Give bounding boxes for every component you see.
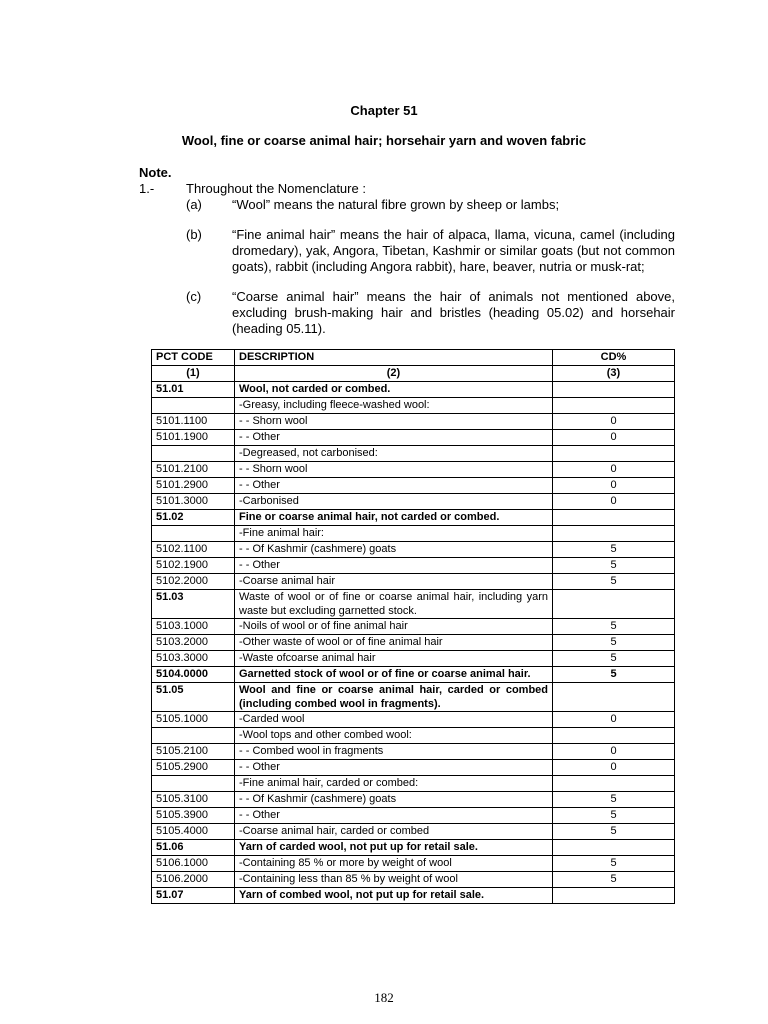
- description-cell: -Carbonised: [235, 494, 553, 510]
- table-row: [152, 728, 675, 744]
- description-cell: - - Shorn wool: [235, 462, 553, 478]
- pct-code-cell: 51.07: [152, 888, 235, 904]
- table-row: [152, 382, 675, 398]
- cd-cell: 5: [553, 808, 675, 824]
- table-row: [152, 414, 675, 430]
- clause-text-a: “Wool” means the natural fibre grown by sheep or lambs;: [232, 197, 560, 212]
- cd-cell: 5: [553, 542, 675, 558]
- cd-cell: [553, 526, 675, 542]
- cd-cell: 5: [553, 792, 675, 808]
- clause-text-c: “Coarse animal hair” means the hair of animals not mentioned above, excluding brush-making hair and bristles (heading 05.02) and horsehair (heading 05.11).: [232, 289, 675, 336]
- chapter-title: Chapter 51: [350, 103, 418, 118]
- clause-label-c: (c): [186, 289, 202, 304]
- cd-cell: 0: [553, 760, 675, 776]
- cd-cell: 5: [553, 619, 675, 635]
- cd-cell: [553, 728, 675, 744]
- table-row: [152, 526, 675, 542]
- pct-code-cell: 51.03: [152, 590, 235, 619]
- pct-code-cell: 5105.2100: [152, 744, 235, 760]
- table-row: [152, 744, 675, 760]
- pct-code-cell: 5101.1100: [152, 414, 235, 430]
- pct-code-cell: [152, 728, 235, 744]
- pct-code-cell: 5106.2000: [152, 872, 235, 888]
- pct-code-cell: 5105.4000: [152, 824, 235, 840]
- description-cell: -Carded wool: [235, 712, 553, 728]
- table-row: [152, 651, 675, 667]
- table-row: [152, 462, 675, 478]
- cd-cell: 5: [553, 651, 675, 667]
- chapter-subtitle: Wool, fine or coarse animal hair; horsehair yarn and woven fabric: [181, 133, 587, 148]
- description-cell: -Waste ofcoarse animal hair: [235, 651, 553, 667]
- description-cell: - - Other: [235, 478, 553, 494]
- cd-cell: 0: [553, 430, 675, 446]
- description-cell: - - Combed wool in fragments: [235, 744, 553, 760]
- pct-code-cell: [152, 526, 235, 542]
- table-row: [152, 574, 675, 590]
- cd-cell: 5: [553, 824, 675, 840]
- header-description: DESCRIPTION: [235, 350, 553, 366]
- table-row: [152, 792, 675, 808]
- description-cell: -Coarse animal hair: [235, 574, 553, 590]
- table-row: [152, 872, 675, 888]
- table-row: [152, 558, 675, 574]
- table-row: [152, 478, 675, 494]
- pct-code-cell: 5101.2900: [152, 478, 235, 494]
- pct-code-cell: 51.05: [152, 683, 235, 712]
- cd-cell: [553, 840, 675, 856]
- description-cell: - - Of Kashmir (cashmere) goats: [235, 542, 553, 558]
- description-cell: -Fine animal hair, carded or combed:: [235, 776, 553, 792]
- table-row: [152, 808, 675, 824]
- pct-code-cell: 5105.1000: [152, 712, 235, 728]
- pct-code-cell: [152, 446, 235, 462]
- description-cell: - - Other: [235, 558, 553, 574]
- table-row: [152, 667, 675, 683]
- table-subheader-row: [152, 366, 675, 382]
- pct-code-cell: 5102.1100: [152, 542, 235, 558]
- table-row: [152, 590, 675, 619]
- description-cell: Yarn of carded wool, not put up for retail sale.: [235, 840, 553, 856]
- cd-cell: 0: [553, 478, 675, 494]
- cd-cell: [553, 382, 675, 398]
- table-row: [152, 398, 675, 414]
- pct-code-cell: 5101.3000: [152, 494, 235, 510]
- cd-cell: 5: [553, 558, 675, 574]
- description-cell: -Greasy, including fleece-washed wool:: [235, 398, 553, 414]
- description-cell: -Degreased, not carbonised:: [235, 446, 553, 462]
- pct-code-cell: 5104.0000: [152, 667, 235, 683]
- pct-code-cell: 5103.1000: [152, 619, 235, 635]
- table-row: [152, 619, 675, 635]
- pct-code-cell: 51.06: [152, 840, 235, 856]
- description-cell: - - Other: [235, 808, 553, 824]
- table-header-row: [152, 350, 675, 366]
- table-row: [152, 776, 675, 792]
- description-cell: Garnetted stock of wool or of fine or coarse animal hair.: [235, 667, 553, 683]
- cd-cell: [553, 510, 675, 526]
- table-row: [152, 840, 675, 856]
- cd-cell: 0: [553, 712, 675, 728]
- description-cell: - - Shorn wool: [235, 414, 553, 430]
- cd-cell: 5: [553, 667, 675, 683]
- note-number: 1.-: [139, 181, 155, 196]
- cd-cell: [553, 776, 675, 792]
- cd-cell: 0: [553, 462, 675, 478]
- table-row: [152, 683, 675, 712]
- cd-cell: [553, 446, 675, 462]
- cd-cell: 5: [553, 635, 675, 651]
- pct-code-cell: 5106.1000: [152, 856, 235, 872]
- pct-code-cell: 5103.3000: [152, 651, 235, 667]
- description-cell: Waste of wool or of fine or coarse animal hair, including yarn waste but excluding garnetted stock.: [235, 590, 553, 619]
- subheader-2: (2): [235, 366, 553, 382]
- pct-code-cell: 5105.2900: [152, 760, 235, 776]
- table-row: [152, 542, 675, 558]
- pct-code-cell: 5105.3900: [152, 808, 235, 824]
- page-number: 182: [374, 990, 394, 1005]
- subheader-3: (3): [553, 366, 675, 382]
- description-cell: -Containing less than 85 % by weight of wool: [235, 872, 553, 888]
- pct-code-cell: 5101.1900: [152, 430, 235, 446]
- description-cell: - - Of Kashmir (cashmere) goats: [235, 792, 553, 808]
- note-title: Note.: [139, 165, 172, 180]
- description-cell: -Noils of wool or of fine animal hair: [235, 619, 553, 635]
- table-row: [152, 635, 675, 651]
- table-row: [152, 888, 675, 904]
- clause-label-a: (a): [186, 197, 202, 212]
- table-row: [152, 494, 675, 510]
- description-cell: Yarn of combed wool, not put up for retail sale.: [235, 888, 553, 904]
- pct-code-cell: [152, 398, 235, 414]
- cd-cell: 0: [553, 744, 675, 760]
- cd-cell: [553, 590, 675, 619]
- pct-code-cell: 5101.2100: [152, 462, 235, 478]
- cd-cell: 5: [553, 856, 675, 872]
- description-cell: Wool, not carded or combed.: [235, 382, 553, 398]
- tariff-table: [151, 349, 675, 904]
- header-pct-code: PCT CODE: [152, 350, 235, 366]
- description-cell: -Fine animal hair:: [235, 526, 553, 542]
- pct-code-cell: 5102.2000: [152, 574, 235, 590]
- description-cell: -Coarse animal hair, carded or combed: [235, 824, 553, 840]
- subheader-1: (1): [152, 366, 235, 382]
- description-cell: - - Other: [235, 430, 553, 446]
- description-cell: -Other waste of wool or of fine animal hair: [235, 635, 553, 651]
- table-row: [152, 712, 675, 728]
- clause-text-b: “Fine animal hair” means the hair of alpaca, llama, vicuna, camel (including dromedary), yak, Angora, Tibetan, Kashmir or similar goats (but not common goats), rabbit (including Angora rabbit), hare, beaver, nutria or musk-rat;: [232, 227, 675, 274]
- cd-cell: 5: [553, 574, 675, 590]
- pct-code-cell: 5103.2000: [152, 635, 235, 651]
- pct-code-cell: 5102.1900: [152, 558, 235, 574]
- cd-cell: 0: [553, 414, 675, 430]
- pct-code-cell: 51.02: [152, 510, 235, 526]
- description-cell: -Wool tops and other combed wool:: [235, 728, 553, 744]
- description-cell: Fine or coarse animal hair, not carded or combed.: [235, 510, 553, 526]
- table-row: [152, 446, 675, 462]
- table-row: [152, 856, 675, 872]
- cd-cell: [553, 683, 675, 712]
- table-row: [152, 760, 675, 776]
- pct-code-cell: [152, 776, 235, 792]
- description-cell: - - Other: [235, 760, 553, 776]
- table-row: [152, 824, 675, 840]
- cd-cell: [553, 888, 675, 904]
- cd-cell: 5: [553, 872, 675, 888]
- cd-cell: [553, 398, 675, 414]
- description-cell: Wool and fine or coarse animal hair, carded or combed (including combed wool in fragments).: [235, 683, 553, 712]
- pct-code-cell: 51.01: [152, 382, 235, 398]
- table-row: [152, 510, 675, 526]
- clause-label-b: (b): [186, 227, 202, 242]
- header-cd: CD%: [553, 350, 675, 366]
- table-row: [152, 430, 675, 446]
- description-cell: -Containing 85 % or more by weight of wool: [235, 856, 553, 872]
- cd-cell: 0: [553, 494, 675, 510]
- note-intro: Throughout the Nomenclature :: [186, 181, 366, 196]
- pct-code-cell: 5105.3100: [152, 792, 235, 808]
